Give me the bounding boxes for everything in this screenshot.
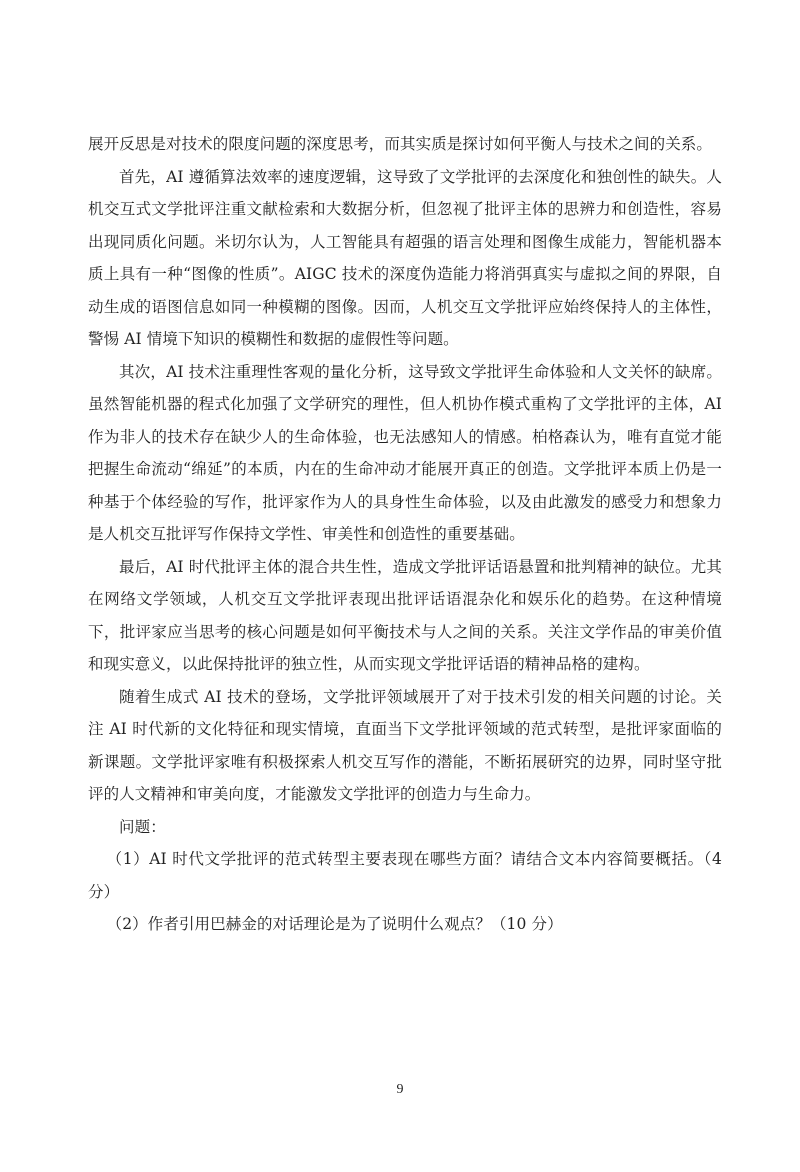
paragraph-first: 首先，AI 遵循算法效率的速度逻辑，这导致了文学批评的去深度化和独创性的缺失。人机交互式文学批评注重文献检索和大数据分析，但忽视了批评主体的思辨力和创造性，容易出现同质化问题。米切尔认为，人工智能具有超强的语言处理和图像生成能力，智能机器本质上具有一种“图像的性质”。AIGC 技术的深度伪造能力将消弭真实与虚拟之间的界限，自动生成的语图信息如同一种模糊的图像。因而，人机交互文学批评应始终保持人的主体性，警惕 AI 情境下知识的模糊性和数据的虚假性等问题。: [88, 167, 722, 348]
page-number: 9: [396, 1082, 404, 1097]
document-body: [88, 128, 722, 941]
paragraph-second: 其次，AI 技术注重理性客观的量化分析，这导致文学批评生命体验和人文关怀的缺席。虽然智能机器的程式化加强了文学研究的理性，但人机协作模式重构了文学批评的主体，AI 作为非人的技术存在缺少人的生命体验，也无法感知人的情感。柏格森认为，唯有直觉才能把握生命流动“绵延”的本质，内在的生命冲动才能展开真正的创造。文学批评本质上仍是一种基于个体经验的写作，批评家作为人的具身性生命体验，以及由此激发的感受力和想象力是人机交互批评写作保持文学性、审美性和创造性的重要基础。: [88, 362, 722, 543]
questions-heading: 问题：: [119, 817, 166, 836]
paragraph-last-point: 最后，AI 时代批评主体的混合共生性，造成文学批评话语悬置和批判精神的缺位。尤其在网络文学领域，人机交互文学批评表现出批评话语混杂化和娱乐化的趋势。在这种情境下，批评家应当思考的核心问题是如何平衡技术与人之间的关系。关注文学作品的审美价值和现实意义，以此保持批评的独立性，从而实现文学批评话语的精神品格的建构。: [88, 557, 722, 673]
question-2: （2）作者引用巴赫金的对话理论是为了说明什么观点？（10 分）: [106, 915, 563, 933]
paragraph-intro-continuation: 展开反思是对技术的限度问题的深度思考，而其实质是探讨如何平衡人与技术之间的关系。: [88, 135, 713, 153]
paragraph-conclusion: 随着生成式 AI 技术的登场，文学批评领域展开了对于技术引发的相关问题的讨论。关注 AI 时代新的文化特征和现实情境，直面当下文学批评领域的范式转型，是批评家面临的新课题。文学批评家唯有积极探索人机交互写作的潜能，不断拓展研究的边界，同时坚守批评的人文精神和审美向度，才能激发文学批评的创造力与生命力。: [88, 687, 722, 803]
question-1: （1）AI 时代文学批评的范式转型主要表现在哪些方面？请结合文本内容简要概括。（4 分）: [88, 850, 722, 901]
